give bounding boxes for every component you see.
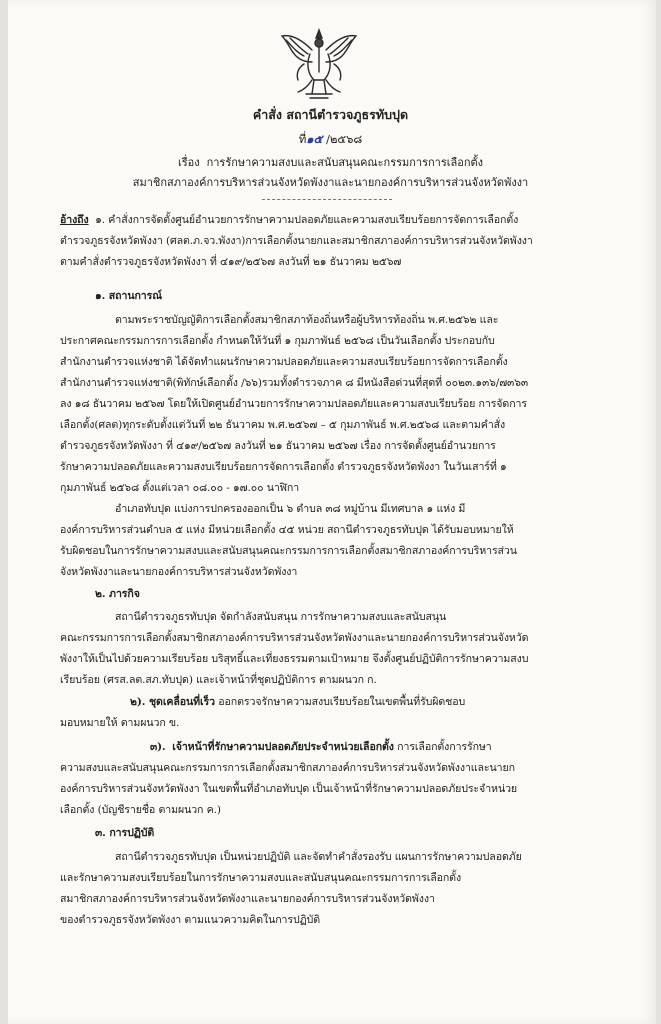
paragraph-line: รักษาความปลอดภัยและความสงบเรียบร้อยการจัดการเลือกตั้ง ตำรวจภูธรจังหวัดพังงา ในวันเสาร์ที่ ๑ (60, 461, 507, 473)
paragraph-line: ประกาศคณะกรรมการการเลือกตั้ง กำหนดให้วันที่ ๑ กุมภาพันธ์ ๒๕๖๘ เป็นวันเลือกตั้ง ประกอบกับ (60, 335, 495, 347)
paragraph-line: องค์การบริหารส่วนจังหวัดพังงา ในเขตพื้นที่อำเภอทับปุด เป็นเจ้าหน้าที่รักษาความปลอดภัยประจำหน่วย (60, 783, 518, 795)
section-2-heading: ๒. ภารกิจ (95, 588, 140, 600)
paragraph-line: และรักษาความสงบเรียบร้อยในการรักษาความสงบและสนับสนุนคณะกรรมการการเลือกตั้ง (60, 872, 462, 884)
item-2-text: ออกตรวจรักษาความสงบเรียบร้อยในเขตพื้นที่รับผิดชอบ (218, 696, 466, 708)
paragraph-line: จังหวัดพังงาและนายกองค์การบริหารส่วนจังหวัดพังงา (60, 566, 298, 578)
mission-item-2 (130, 695, 465, 709)
reference-line-2: ตำรวจภูธรจังหวัดพังงา (ศลต.ภ.จว.พังงา)การเลือกตั้งนายกและสมาชิกสภาองค์การบริหารส่วนจังหวัดพังงา (60, 235, 533, 247)
section-1-heading: ๑. สถานการณ์ (95, 290, 162, 302)
paragraph-line: กุมภาพันธ์ ๒๕๖๘ ตั้งแต่เวลา ๐๘.๐๐ - ๑๗.๐๐ นาฬิกา (60, 482, 300, 494)
paragraph-line: ความสงบและสนับสนุนคณะกรรมการการเลือกตั้งสมาชิกสภาองค์การบริหารส่วนจังหวัดพังงาและนายก (60, 762, 515, 774)
document-number (0, 131, 661, 149)
paragraph-line: สถานีตำรวจภูธรทับปุด จัดกำลังสนับสนุน การรักษาความสงบและสนับสนุน (115, 611, 447, 623)
item-3-title: เจ้าหน้าที่รักษาความปลอดภัยประจำหน่วยเลือกตั้ง (172, 741, 394, 753)
separator-line (262, 199, 392, 200)
paragraph-line: สำนักงานตำรวจแห่งชาติ(พิทักษ์เลือกตั้ง /๖๖)รวมทั้งตำรวจภาค ๘ มีหนังสือด่วนที่สุดที่ ๐๐๒๓.๑๓๖/๗๓๖๓ (60, 377, 528, 389)
garuda-emblem (276, 24, 362, 102)
mission-item-3 (150, 740, 492, 754)
paragraph-line: มอบหมายให้ ตามผนวก ข. (60, 717, 180, 729)
subject-line-2: สมาชิกสภาองค์การบริหารส่วนจังหวัดพังงาและนายกองค์การบริหารส่วนจังหวัดพังงา (132, 176, 529, 189)
paragraph-line: ของตำรวจภูธรจังหวัดพังงา ตามแนวความคิดในการปฏิบัติ (60, 914, 320, 926)
document-title: คำสั่ง สถานีตำรวจภูธรทับปุด (252, 107, 409, 122)
paragraph-line: สำนักงานตำรวจแห่งชาติ ได้จัดทำแผนรักษาความปลอดภัยและความสงบเรียบร้อยการจัดการเลือกตั้ง (60, 356, 508, 368)
paragraph-line: ตามพระราชบัญญัติการเลือกตั้งสมาชิกสภาท้องถิ่นหรือผู้บริหารท้องถิ่น พ.ศ.๒๕๖๒ และ (115, 314, 499, 326)
subject-label: เรื่อง (177, 156, 200, 169)
paragraph-line: องค์การบริหารส่วนตำบล ๕ แห่ง มีหน่วยเลือกตั้ง ๔๕ หน่วย สถานีตำรวจภูธรทับปุด ได้รับมอบหมายให้ (60, 524, 514, 536)
paragraph-line: เรียบร้อย (ศรส.ลต.สภ.ทับปุด) และเจ้าหน้าที่ชุดปฏิบัติการ ตามผนวก ก. (60, 674, 377, 686)
reference-text-1: ๑. คำสั่งการจัดตั้งศูนย์อำนวยการรักษาความปลอดภัยและความสงบเรียบร้อยการจัดการเลือกตั้ง (95, 214, 519, 226)
number-value: ๑๕ (306, 132, 323, 146)
paragraph-line: ตำรวจภูธรจังหวัดพังงา ที่ ๔๑๙/๒๕๖๗ ลงวันที่ ๒๑ ธันวาคม ๒๕๖๗ เรื่อง การจัดตั้งศูนย์อำนวยการ (60, 440, 496, 452)
number-prefix: ที่ (298, 132, 307, 146)
number-suffix: /๒๕๖๘ (325, 132, 363, 146)
item-3-number: ๓). (150, 741, 166, 753)
paragraph-line: เลือกตั้ง (บัญชีรายชื่อ ตามผนวก ค.) (60, 804, 221, 816)
reference-label: อ้างถึง (60, 214, 89, 226)
paragraph-line: อำเภอทับปุด แบ่งการปกครองออกเป็น ๖ ตำบล ๓๘ หมู่บ้าน มีเทศบาล ๑ แห่ง มี (115, 503, 466, 515)
paragraph-line: สถานีตำรวจภูธรทับปุด เป็นหน่วยปฏิบัติ และจัดทำคำสั่งรองรับ แผนการรักษาความปลอดภัย (115, 851, 522, 863)
section-3-heading: ๓. การปฏิบัติ (95, 827, 155, 839)
item-2-title: ๒). ชุดเคลื่อนที่เร็ว (130, 696, 215, 708)
subject-text: การรักษาความสงบและสนับสนุนคณะกรรมการการเลือกตั้ง (206, 156, 484, 169)
paragraph-line: รับผิดชอบในการรักษาความสงบและสนับสนุนคณะกรรมการการเลือกตั้งสมาชิกสภาองค์การบริหารส่วน (60, 545, 517, 557)
paragraph-line: เลือกตั้ง(ศลต)ทุกระดับตั้งแต่วันที่ ๒๒ ธันวาคม พ.ศ.๒๕๖๗ – ๕ กุมภาพันธ์ พ.ศ.๒๕๖๘ และตามคำสั่ง (60, 419, 506, 431)
paragraph-line: คณะกรรมการการเลือกตั้งสมาชิกสภาองค์การบริหารส่วนจังหวัดพังงาและนายกองค์การบริหารส่วนจังหวัด (60, 632, 529, 644)
reference-line-1 (60, 213, 518, 227)
reference-line-3: ตามคำสั่งตำรวจภูธรจังหวัดพังงา ที่ ๔๑๙/๒๕๖๗ ลงวันที่ ๒๑ ธันวาคม ๒๕๖๗ (60, 256, 402, 268)
paragraph-line: สมาชิกสภาองค์การบริหารส่วนจังหวัดพังงาและนายกองค์การบริหารส่วนจังหวัดพังงา (60, 893, 435, 905)
subject-line-1 (0, 153, 661, 171)
paragraph-line: พังงาให้เป็นไปด้วยความเรียบร้อย บริสุทธิ์และเที่ยงธรรมตามเป้าหมาย จึงตั้งศูนย์ปฏิบัติการรักษาความสงบ (60, 653, 529, 665)
item-3-text: การเลือกตั้งการรักษา (397, 741, 492, 753)
paragraph-line: ลง ๑๘ ธันวาคม ๒๕๖๗ โดยให้เปิดศูนย์อำนวยการรักษาความปลอดภัยและความสงบเรียบร้อย การจัดการ (60, 398, 527, 410)
